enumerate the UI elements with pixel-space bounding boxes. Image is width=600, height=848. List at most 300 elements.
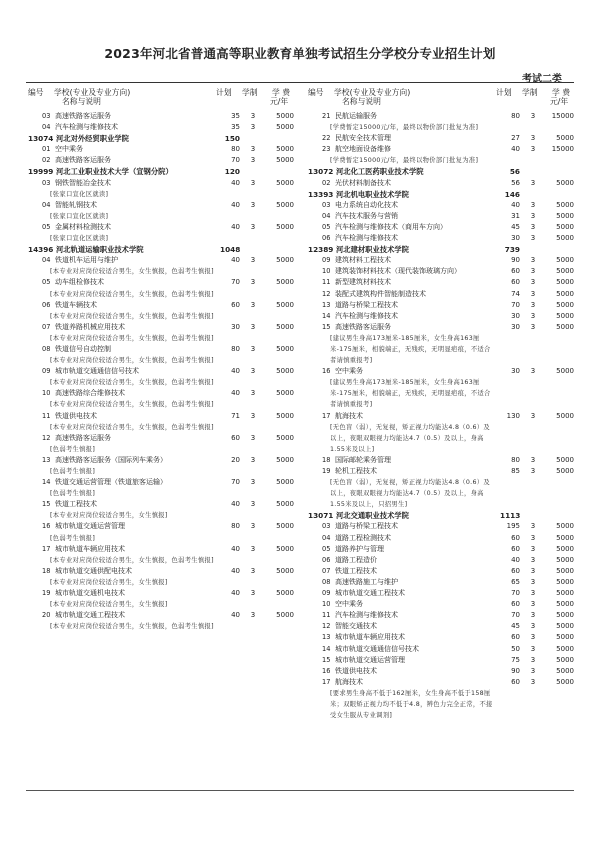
major-fee: 5000 [556, 411, 574, 420]
major-years: 3 [250, 322, 256, 331]
major-row [28, 178, 294, 189]
major-years: 3 [250, 278, 256, 287]
header-plan: 计划 [496, 88, 512, 97]
header-fee: 学 费 [552, 88, 571, 97]
major-plan: 70 [511, 300, 520, 309]
left-rows [28, 111, 294, 632]
major-plan: 70 [511, 611, 520, 620]
major-code: 05 [322, 544, 331, 553]
major-plan: 27 [511, 134, 520, 143]
major-name: 铁道供电技术 [335, 666, 377, 675]
major-fee: 5000 [276, 156, 294, 165]
major-name: 建筑材料工程技术 [335, 256, 391, 265]
major-row [28, 388, 294, 399]
major-name: 铁道供电技术 [55, 411, 97, 420]
major-fee: 5000 [556, 577, 574, 586]
major-code: 12 [322, 622, 331, 631]
major-years: 3 [530, 566, 536, 575]
major-fee: 5000 [556, 644, 574, 653]
major-row [28, 610, 294, 621]
major-fee: 5000 [556, 367, 574, 376]
major-row [308, 133, 574, 144]
major-plan: 40 [231, 178, 240, 187]
major-fee: 5000 [276, 500, 294, 509]
major-plan: 71 [231, 411, 240, 420]
major-fee: 5000 [276, 256, 294, 265]
right-column [308, 85, 574, 721]
major-note: [本专业对应岗位较适合男生，女生慎报，色弱考生慎报] [50, 268, 214, 276]
major-name: 道路工程检测技术 [335, 533, 391, 542]
major-fee: 5000 [556, 611, 574, 620]
major-name: 城市轨道交通通信信号技术 [335, 644, 419, 653]
major-name: 道路与桥梁工程技术 [335, 300, 398, 309]
major-plan: 50 [511, 644, 520, 653]
major-row [308, 144, 574, 155]
major-years: 3 [530, 589, 536, 598]
major-fee: 5000 [276, 566, 294, 575]
major-years: 3 [530, 467, 536, 475]
major-note: [张家口宣化区就读] [50, 212, 109, 220]
major-row [308, 621, 574, 632]
major-row [308, 277, 574, 288]
major-plan: 60 [511, 600, 520, 609]
major-code: 14 [322, 311, 331, 320]
major-name: 高速铁路综合维修技术 [55, 389, 125, 398]
major-name: 城市轨道交通通信信号技术 [55, 367, 139, 376]
major-code: 04 [322, 533, 331, 542]
major-row [28, 255, 294, 266]
major-years: 3 [530, 555, 536, 564]
major-years: 3 [530, 211, 536, 220]
major-plan: 60 [511, 566, 520, 575]
major-code: 11 [42, 411, 51, 420]
major-years: 3 [250, 389, 256, 398]
major-fee: 5000 [276, 389, 294, 398]
major-name: 电力系统自动化技术 [335, 200, 398, 209]
major-code: 17 [322, 411, 331, 420]
school-code: 13393 [308, 189, 334, 199]
major-row [308, 455, 574, 466]
major-note: [本专业对应岗位较适合男生，女生慎报] [50, 601, 168, 609]
major-years: 3 [250, 156, 256, 165]
major-plan: 80 [511, 112, 520, 120]
major-note: [本专业对应岗位较适合男生，女生慎报，色弱考生慎报] [50, 556, 214, 564]
major-name: 城市轨道交通供配电技术 [55, 566, 132, 575]
major-code: 13 [322, 300, 331, 309]
major-name: 建筑装饰材料技术（现代装饰玻璃方向） [335, 267, 461, 276]
major-fee: 5000 [556, 234, 574, 243]
major-years: 3 [530, 677, 536, 686]
major-fee: 5000 [556, 589, 574, 598]
major-fee: 5000 [556, 455, 574, 464]
major-row [308, 111, 574, 122]
major-code: 16 [322, 666, 331, 675]
major-row [28, 521, 294, 532]
major-code: 09 [322, 256, 331, 265]
major-name: 汽车检测与维修技术 [335, 234, 398, 243]
major-row [308, 300, 574, 311]
major-code: 02 [322, 178, 331, 187]
major-note: [本专业对应岗位较适合男生，女生慎报] [50, 512, 168, 520]
major-row [28, 200, 294, 211]
major-row [28, 155, 294, 166]
header-plan: 计划 [216, 88, 232, 97]
major-row [308, 655, 574, 666]
major-name: 汽车检测与维修技术 [55, 123, 118, 132]
major-row [308, 521, 574, 532]
major-code: 12 [322, 289, 331, 298]
major-years: 3 [530, 622, 536, 631]
major-code: 07 [322, 566, 331, 575]
major-row [308, 599, 574, 610]
major-years: 3 [250, 300, 256, 309]
major-note: [本专业对应岗位较适合男生，女生慎报，色弱考生慎报] [50, 401, 214, 409]
major-code: 23 [322, 145, 331, 154]
major-plan: 40 [511, 555, 520, 564]
major-fee: 5000 [556, 289, 574, 298]
major-row [308, 233, 574, 244]
major-code: 03 [322, 522, 331, 531]
major-name: 高速铁路客运服务 [55, 433, 111, 442]
major-plan: 40 [231, 389, 240, 398]
school-name: 河北机电职业技术学院 [336, 189, 409, 199]
major-code: 06 [322, 555, 331, 564]
school-name: 河北交通职业技术学院 [336, 511, 409, 521]
major-plan: 56 [511, 178, 520, 187]
major-code: 03 [42, 178, 51, 187]
school-code: 12389 [308, 245, 334, 255]
school-row [28, 166, 294, 177]
major-plan: 60 [511, 677, 520, 686]
major-fee: 5000 [556, 300, 574, 309]
major-code: 09 [322, 589, 331, 598]
major-plan: 30 [511, 311, 520, 320]
major-code: 20 [42, 611, 51, 620]
school-name: 河北对外经贸职业学院 [56, 134, 129, 144]
major-plan: 75 [511, 655, 520, 664]
major-code: 04 [42, 123, 51, 132]
major-years: 3 [250, 367, 256, 376]
major-name: 城市轨道交通运营管理 [55, 522, 125, 531]
major-fee: 15000 [551, 112, 574, 120]
major-row [28, 433, 294, 444]
major-note: [本专业对应岗位较适合男生，女生慎报，色弱考生慎报] [50, 290, 214, 298]
school-row [308, 244, 574, 255]
school-plan-total: 56 [509, 167, 520, 177]
major-row [28, 499, 294, 510]
major-row [308, 644, 574, 655]
major-row [28, 366, 294, 377]
header-school: 学校(专业及专业方向) [334, 88, 411, 97]
major-name: 汽车检测与维修技术 [335, 611, 398, 620]
major-plan: 65 [511, 577, 520, 586]
major-plan: 40 [231, 544, 240, 553]
major-row [28, 322, 294, 333]
major-note: [学费暂定15000元/年，最终以物价部门批复为准] [330, 124, 479, 132]
major-years: 3 [250, 611, 256, 620]
major-years: 3 [530, 322, 536, 331]
major-code: 21 [322, 112, 331, 120]
major-note: [要求男生身高不低于162厘米，女生身高不低于158厘米；双眼矫正视力均不低于4.8，辨色力完全正常，不接受女生服从专业调剂] [330, 689, 493, 720]
major-code: 15 [42, 500, 51, 509]
major-fee: 5000 [556, 666, 574, 675]
major-fee: 5000 [556, 600, 574, 609]
major-name: 道路工程造价 [335, 555, 377, 564]
school-name: 河北轨道运输职业技术学院 [56, 245, 144, 255]
school-name: 河北工业职业技术大学（宣钢分院） [56, 167, 173, 177]
major-plan: 60 [511, 544, 520, 553]
header-years: 学制 [242, 88, 258, 97]
major-fee: 5000 [276, 322, 294, 331]
major-years: 3 [250, 178, 256, 187]
school-row [308, 510, 574, 521]
major-years: 3 [530, 411, 536, 420]
header-fee: 学 费 [272, 88, 291, 97]
major-fee: 5000 [276, 178, 294, 187]
major-years: 3 [530, 655, 536, 664]
top-rule [26, 82, 574, 83]
major-row [28, 277, 294, 288]
major-row [28, 477, 294, 488]
major-row [308, 178, 574, 189]
school-row [28, 244, 294, 255]
major-row [308, 588, 574, 599]
major-years: 3 [530, 455, 536, 464]
major-code: 10 [322, 600, 331, 609]
major-name: 城市轨道交通工程技术 [55, 611, 125, 620]
page-title: 2023年河北省普通高等职业教育单独考试招生分学校分专业招生计划 [104, 46, 496, 61]
major-years: 3 [250, 455, 256, 464]
major-code: 05 [42, 278, 51, 287]
major-name: 铁道信号自动控制 [55, 344, 111, 353]
major-code: 18 [322, 455, 331, 464]
major-years: 3 [530, 611, 536, 620]
major-plan: 45 [511, 622, 520, 631]
major-row [308, 200, 574, 211]
major-code: 13 [42, 455, 51, 464]
major-row [308, 555, 574, 566]
major-plan: 70 [231, 478, 240, 487]
major-plan: 40 [231, 222, 240, 231]
major-years: 3 [530, 134, 536, 143]
major-row [308, 411, 574, 422]
major-code: 15 [322, 655, 331, 664]
major-code: 11 [322, 278, 331, 287]
major-code: 05 [322, 222, 331, 231]
major-row [308, 666, 574, 677]
major-note: [建议男生身高173厘米-185厘米，女生身高163厘米-175厘米，相貌端正，无残疾，无明显疤痕，不适合者请慎重报考] [330, 379, 491, 409]
major-years: 3 [530, 267, 536, 276]
major-name: 航海技术 [335, 411, 363, 420]
major-fee: 5000 [556, 211, 574, 220]
major-name: 城市轨道车辆应用技术 [335, 633, 405, 642]
major-fee: 5000 [276, 589, 294, 598]
major-name: 铁道机车运用与维护 [55, 256, 118, 265]
major-years: 3 [530, 311, 536, 320]
major-name: 汽车检测与维修技术 [335, 311, 398, 320]
major-name: 新型建筑材料技术 [335, 278, 391, 287]
major-plan: 30 [231, 322, 240, 331]
school-name: 河北化工医药职业技术学院 [336, 167, 424, 177]
school-code: 14396 [28, 245, 54, 255]
major-plan: 80 [231, 145, 240, 154]
major-name: 民航安全技术管理 [335, 134, 391, 143]
major-note: [本专业对应岗位较适合男生，女生慎报，色弱考生慎报] [50, 357, 214, 365]
major-fee: 5000 [276, 411, 294, 420]
major-plan: 70 [511, 589, 520, 598]
major-fee: 5000 [556, 278, 574, 287]
major-code: 02 [42, 156, 51, 165]
major-name: 铁道工程技术 [55, 500, 97, 509]
major-row [308, 466, 574, 477]
major-name: 城市轨道交通运营管理 [335, 655, 405, 664]
major-note: [本专业对应岗位较适合男生，女生慎报，色弱考生慎报] [50, 623, 214, 631]
major-code: 16 [42, 522, 51, 531]
major-name: 高速铁路客运服务（国际列车乘务） [55, 455, 167, 464]
major-name: 轮机工程技术 [335, 467, 377, 475]
major-code: 13 [322, 633, 331, 642]
major-years: 3 [530, 644, 536, 653]
major-years: 3 [250, 478, 256, 487]
major-code: 10 [42, 389, 51, 398]
major-row [308, 289, 574, 300]
major-fee: 5000 [276, 367, 294, 376]
major-fee: 5000 [556, 322, 574, 331]
major-years: 3 [250, 589, 256, 598]
major-row [28, 455, 294, 466]
major-plan: 195 [506, 522, 520, 531]
major-plan: 60 [511, 278, 520, 287]
major-name: 民航运输服务 [335, 112, 377, 120]
major-years: 3 [250, 344, 256, 353]
major-code: 08 [42, 344, 51, 353]
major-years: 3 [530, 544, 536, 553]
bottom-rule [26, 790, 574, 791]
major-plan: 35 [231, 123, 240, 132]
major-years: 3 [530, 256, 536, 265]
major-fee: 5000 [276, 611, 294, 620]
major-plan: 40 [231, 256, 240, 265]
major-years: 3 [250, 145, 256, 154]
major-fee: 5000 [556, 677, 574, 686]
major-years: 3 [530, 300, 536, 309]
major-fee: 5000 [556, 555, 574, 564]
major-name: 国际邮轮乘务管理 [335, 455, 391, 464]
major-years: 3 [250, 200, 256, 209]
major-years: 3 [530, 533, 536, 542]
major-row [28, 300, 294, 311]
major-plan: 60 [231, 300, 240, 309]
major-row [308, 366, 574, 377]
major-years: 3 [530, 367, 536, 376]
major-plan: 40 [231, 500, 240, 509]
major-note: [本专业对应岗位较适合男生，女生慎报，色弱考生慎报] [50, 334, 214, 342]
right-rows [308, 111, 574, 721]
major-code: 05 [42, 222, 51, 231]
major-name: 高速铁路客运服务 [55, 112, 111, 120]
major-code: 09 [42, 367, 51, 376]
major-years: 3 [250, 123, 256, 132]
major-row [308, 311, 574, 322]
major-plan: 45 [511, 222, 520, 231]
major-years: 3 [250, 112, 256, 120]
major-years: 3 [530, 222, 536, 231]
major-fee: 5000 [276, 455, 294, 464]
major-name: 航空地面设备维修 [335, 145, 391, 154]
major-fee: 5000 [276, 278, 294, 287]
major-plan: 40 [231, 566, 240, 575]
major-fee: 5000 [556, 134, 574, 143]
school-plan-total: 1113 [500, 511, 521, 521]
major-code: 17 [322, 677, 331, 686]
major-row [28, 588, 294, 599]
major-fee: 5000 [276, 222, 294, 231]
major-row [28, 344, 294, 355]
major-fee: 5000 [556, 256, 574, 265]
major-note: [张家口宣化区就读] [50, 190, 109, 198]
major-code: 22 [322, 134, 331, 143]
table-header [28, 85, 294, 111]
header-school-sub: 名称与说明 [342, 97, 381, 106]
major-name: 汽车检测与维修技术（商用车方向） [335, 222, 447, 231]
header-fee-unit: 元/年 [270, 97, 289, 106]
header-school: 学校(专业及专业方向) [54, 88, 131, 97]
major-years: 3 [250, 566, 256, 575]
major-row [308, 222, 574, 233]
major-name: 铁道工程技术 [335, 566, 377, 575]
major-code: 18 [42, 566, 51, 575]
major-fee: 5000 [556, 633, 574, 642]
major-note: [本专业对应岗位较适合男生，女生慎报，色弱考生慎报] [50, 423, 214, 431]
major-row [308, 577, 574, 588]
major-fee: 5000 [556, 622, 574, 631]
major-row [308, 566, 574, 577]
table-header [308, 85, 574, 111]
major-fee: 15000 [551, 145, 574, 154]
major-fee: 5000 [556, 311, 574, 320]
major-row [28, 144, 294, 155]
major-row [308, 632, 574, 643]
major-name: 高速铁路施工与维护 [335, 577, 398, 586]
school-plan-total: 150 [224, 134, 240, 144]
major-fee: 5000 [556, 467, 574, 475]
major-code: 10 [322, 267, 331, 276]
major-years: 3 [250, 500, 256, 509]
major-fee: 5000 [276, 200, 294, 209]
major-plan: 70 [231, 156, 240, 165]
major-name: 空中乘务 [335, 600, 363, 609]
major-name: 城市轨道交通机电技术 [55, 589, 125, 598]
major-fee: 5000 [556, 522, 574, 531]
major-plan: 30 [511, 322, 520, 331]
major-name: 城市轨道交通工程技术 [335, 589, 405, 598]
major-fee: 5000 [276, 544, 294, 553]
major-fee: 5000 [276, 478, 294, 487]
header-years: 学制 [522, 88, 538, 97]
major-name: 空中乘务 [335, 367, 363, 376]
major-fee: 5000 [556, 267, 574, 276]
major-row [28, 411, 294, 422]
major-plan: 40 [231, 367, 240, 376]
header-code: 编号 [28, 88, 44, 97]
school-code: 13071 [308, 511, 334, 521]
major-years: 3 [530, 112, 536, 120]
major-code: 17 [42, 544, 51, 553]
school-plan-total: 1048 [220, 245, 241, 255]
major-code: 15 [322, 322, 331, 331]
major-fee: 5000 [276, 433, 294, 442]
major-plan: 60 [511, 633, 520, 642]
